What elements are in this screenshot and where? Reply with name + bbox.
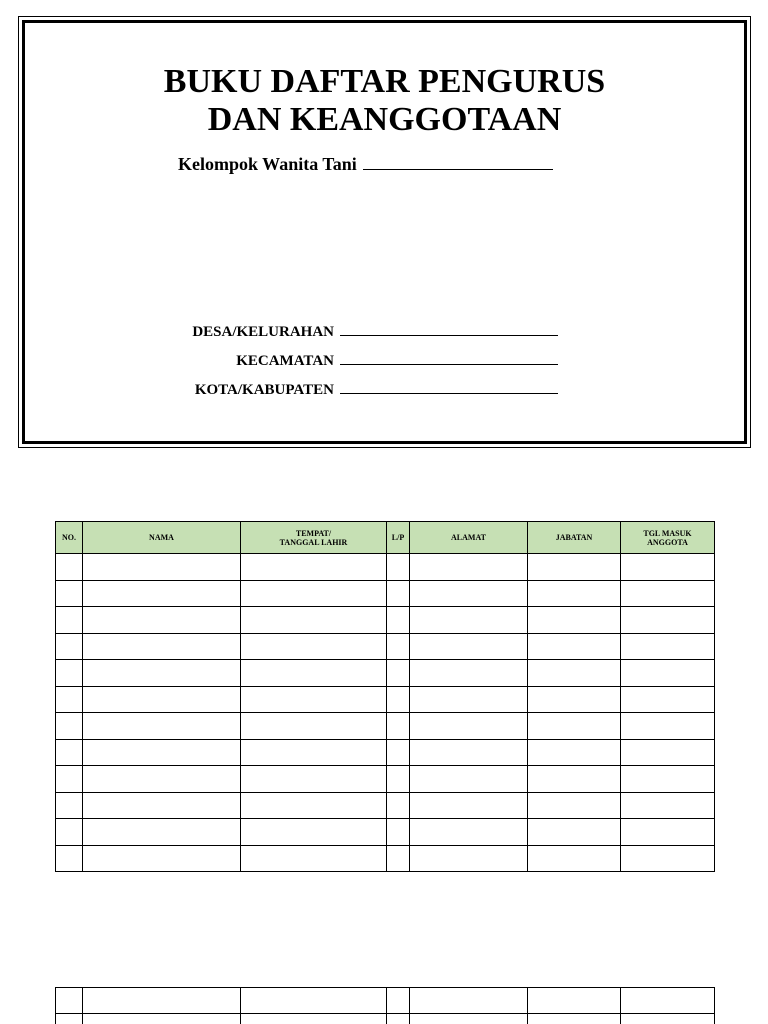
table-cell[interactable]	[528, 633, 621, 660]
table-row	[56, 845, 715, 872]
table-cell[interactable]	[410, 739, 528, 766]
table-cell[interactable]	[56, 713, 83, 740]
table-cell[interactable]	[621, 660, 715, 687]
table-row	[56, 554, 715, 581]
table-cell[interactable]	[621, 580, 715, 607]
table-row	[56, 607, 715, 634]
table-cell[interactable]	[528, 686, 621, 713]
field-desa-label: DESA/KELURAHAN	[192, 324, 334, 340]
table-cell[interactable]	[83, 1014, 241, 1024]
table-row	[56, 686, 715, 713]
cover-subtitle	[178, 154, 553, 175]
table-cell[interactable]	[410, 686, 528, 713]
table-cell[interactable]	[83, 792, 241, 819]
table-cell[interactable]	[528, 580, 621, 607]
table-cell[interactable]	[528, 766, 621, 793]
table-cell[interactable]	[621, 554, 715, 581]
table-row	[56, 580, 715, 607]
table-cell[interactable]	[56, 845, 83, 872]
col-header-tgl-masuk: TGL MASUK ANGGOTA	[621, 522, 715, 554]
cover-title-line1: BUKU DAFTAR PENGURUS	[163, 63, 606, 100]
table-row	[56, 713, 715, 740]
table-cell[interactable]	[387, 792, 410, 819]
table-row	[56, 633, 715, 660]
table-cell[interactable]	[410, 554, 528, 581]
table-cell[interactable]	[621, 1014, 715, 1024]
table-cell[interactable]	[83, 845, 241, 872]
table-cell[interactable]	[83, 686, 241, 713]
table-cell[interactable]	[241, 660, 387, 687]
table-cell[interactable]	[387, 633, 410, 660]
table-cell[interactable]	[56, 554, 83, 581]
table-cell[interactable]	[410, 633, 528, 660]
table-cell[interactable]	[387, 766, 410, 793]
table-cell[interactable]	[56, 633, 83, 660]
table-cell[interactable]	[83, 819, 241, 846]
field-kota-label: KOTA/KABUPATEN	[194, 382, 334, 398]
table-cell[interactable]	[387, 686, 410, 713]
table-cell[interactable]	[387, 1014, 410, 1024]
member-table-continuation	[55, 987, 715, 1024]
field-kota	[178, 379, 558, 408]
field-kecamatan	[178, 350, 558, 379]
table-cell[interactable]	[387, 607, 410, 634]
table-cell[interactable]	[621, 739, 715, 766]
table-cell[interactable]	[56, 766, 83, 793]
table-cell[interactable]	[241, 713, 387, 740]
table-cell[interactable]	[621, 819, 715, 846]
table-cell[interactable]	[621, 766, 715, 793]
table-cell[interactable]	[528, 607, 621, 634]
table-cell[interactable]	[56, 1014, 83, 1024]
table-cell[interactable]	[387, 988, 410, 1014]
col-header-no: NO.	[56, 522, 83, 554]
table-cell[interactable]	[56, 686, 83, 713]
table-cell[interactable]	[56, 819, 83, 846]
table-cell[interactable]	[387, 713, 410, 740]
field-desa	[178, 321, 558, 350]
table-cell[interactable]	[56, 792, 83, 819]
table-cell[interactable]	[83, 660, 241, 687]
table-cell[interactable]	[241, 580, 387, 607]
table-cell[interactable]	[528, 845, 621, 872]
table-cell[interactable]	[83, 713, 241, 740]
field-kecamatan-label: KECAMATAN	[236, 353, 334, 369]
table-cell[interactable]	[56, 739, 83, 766]
table-cell[interactable]	[387, 819, 410, 846]
field-desa-blank[interactable]	[340, 321, 558, 336]
table-cell[interactable]	[410, 819, 528, 846]
col-header-nama: NAMA	[83, 522, 241, 554]
table-cell[interactable]	[83, 554, 241, 581]
table-cell[interactable]	[241, 607, 387, 634]
table-cell[interactable]	[56, 988, 83, 1014]
table-cell[interactable]	[528, 554, 621, 581]
location-fields	[178, 321, 558, 408]
table-cell[interactable]	[528, 792, 621, 819]
table-row	[56, 1014, 715, 1024]
table-row	[56, 739, 715, 766]
cover-inner-border	[22, 20, 747, 444]
table-cell[interactable]	[621, 607, 715, 634]
col-header-jabatan: JABATAN	[528, 522, 621, 554]
table-cell[interactable]	[410, 792, 528, 819]
table-cell[interactable]	[387, 660, 410, 687]
table-cell[interactable]	[241, 792, 387, 819]
table-cell[interactable]	[410, 845, 528, 872]
table-row	[56, 819, 715, 846]
table-cell[interactable]	[387, 580, 410, 607]
table-cell[interactable]	[56, 660, 83, 687]
table-row	[56, 792, 715, 819]
table-cell[interactable]	[410, 1014, 528, 1024]
table-cell[interactable]	[56, 607, 83, 634]
table-cell[interactable]	[83, 766, 241, 793]
table-cell[interactable]	[83, 739, 241, 766]
cover-title-line2: DAN KEANGGOTAAN	[207, 101, 562, 138]
member-table	[55, 521, 715, 872]
cover-frame	[18, 16, 751, 448]
member-table-body	[56, 554, 715, 872]
table-cell[interactable]	[528, 988, 621, 1014]
table-cell[interactable]	[241, 686, 387, 713]
table-cell[interactable]	[241, 633, 387, 660]
table-cell[interactable]	[528, 1014, 621, 1024]
table-cell[interactable]	[410, 660, 528, 687]
table-row	[56, 660, 715, 687]
table-row	[56, 766, 715, 793]
table-cell[interactable]	[621, 792, 715, 819]
table-row	[56, 988, 715, 1014]
table-cell[interactable]	[621, 633, 715, 660]
table-cell[interactable]	[410, 988, 528, 1014]
table-cell[interactable]	[241, 988, 387, 1014]
table-cell[interactable]	[621, 713, 715, 740]
table-cell[interactable]	[410, 766, 528, 793]
cover-title	[25, 63, 744, 139]
table-cell[interactable]	[83, 988, 241, 1014]
table-cell[interactable]	[410, 607, 528, 634]
col-header-alamat: ALAMAT	[410, 522, 528, 554]
table-cell[interactable]	[621, 845, 715, 872]
member-table-continuation-body	[56, 988, 715, 1024]
table-cell[interactable]	[621, 988, 715, 1014]
table-cell[interactable]	[83, 580, 241, 607]
table-cell[interactable]	[387, 845, 410, 872]
group-name-blank[interactable]	[363, 154, 553, 170]
member-table-header	[56, 522, 715, 554]
table-cell[interactable]	[83, 633, 241, 660]
table-cell[interactable]	[83, 607, 241, 634]
col-header-lp: L/P	[387, 522, 410, 554]
table-cell[interactable]	[528, 739, 621, 766]
table-cell[interactable]	[410, 713, 528, 740]
field-kecamatan-blank[interactable]	[340, 350, 558, 365]
cover-subtitle-label: Kelompok Wanita Tani	[178, 154, 357, 174]
table-cell[interactable]	[528, 713, 621, 740]
table-cell[interactable]	[241, 819, 387, 846]
table-cell[interactable]	[387, 554, 410, 581]
table-cell[interactable]	[241, 1014, 387, 1024]
table-cell[interactable]	[241, 766, 387, 793]
table-cell[interactable]	[410, 580, 528, 607]
table-cell[interactable]	[528, 660, 621, 687]
table-cell[interactable]	[528, 819, 621, 846]
table-cell[interactable]	[387, 739, 410, 766]
table-cell[interactable]	[621, 686, 715, 713]
table-cell[interactable]	[56, 580, 83, 607]
table-cell[interactable]	[241, 845, 387, 872]
table-cell[interactable]	[241, 554, 387, 581]
table-cell[interactable]	[241, 739, 387, 766]
col-header-tempat-tanggal-lahir: TEMPAT/ TANGGAL LAHIR	[241, 522, 387, 554]
field-kota-blank[interactable]	[340, 379, 558, 394]
